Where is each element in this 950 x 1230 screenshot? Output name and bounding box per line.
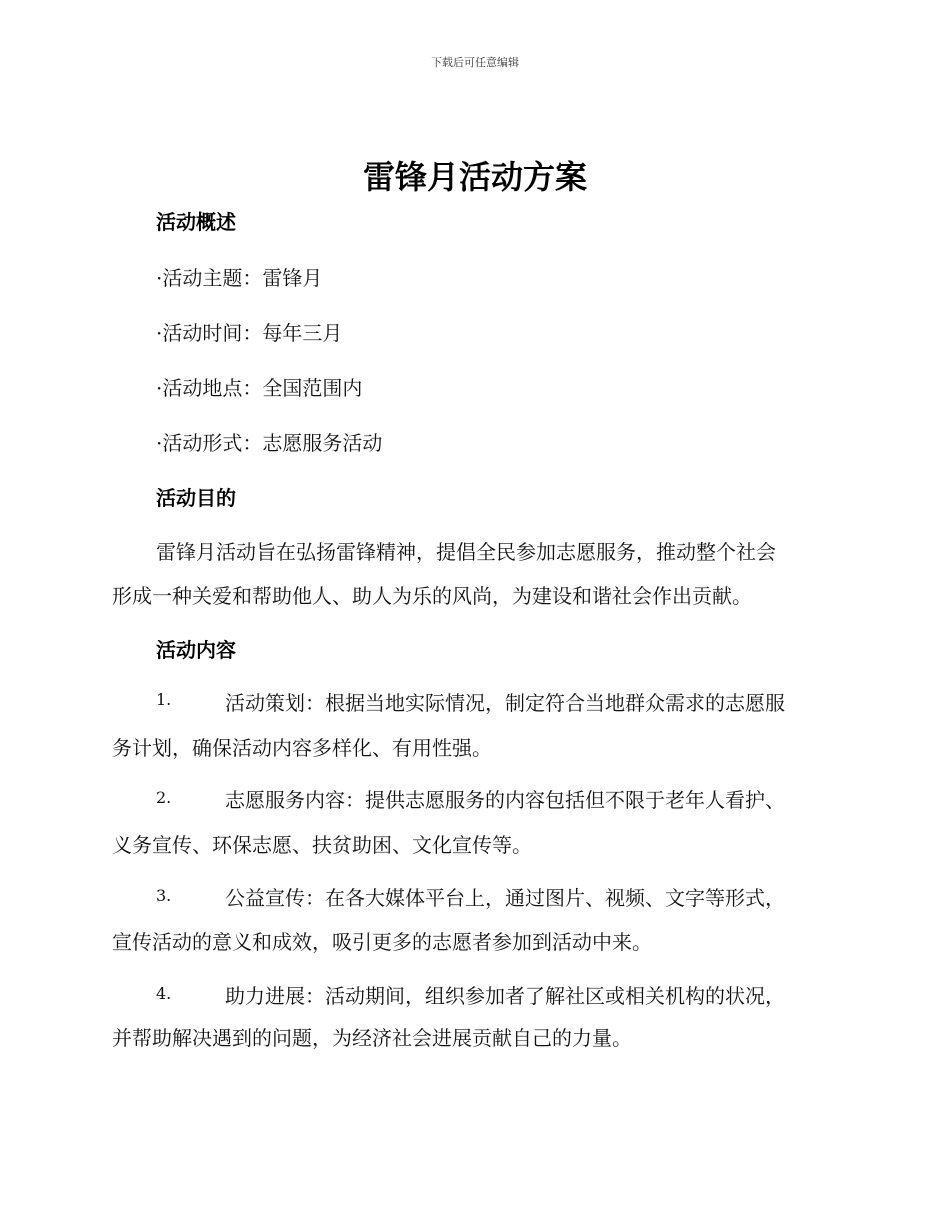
content-item-number: 3. bbox=[156, 886, 172, 905]
content-item-number: 4. bbox=[156, 984, 172, 1003]
section-heading-overview: 活动概述 bbox=[156, 210, 236, 234]
overview-item-location: ·活动地点：全国范围内 bbox=[156, 376, 363, 400]
document-title: 雷锋月活动方案 bbox=[362, 158, 587, 196]
content-item-2-line-1: 志愿服务内容：提供志愿服务的内容包括但不限于老年人看护、 bbox=[225, 788, 785, 812]
content-item-3-line-2: 宣传活动的意义和成效，吸引更多的志愿者参加到活动中来。 bbox=[112, 930, 652, 954]
purpose-paragraph-line-2: 形成一种关爱和帮助他人、助人为乐的风尚，为建设和谐社会作出贡献。 bbox=[112, 584, 752, 608]
content-item-3-line-1: 公益宣传：在各大媒体平台上，通过图片、视频、文字等形式， bbox=[225, 886, 785, 910]
purpose-paragraph-line-1: 雷锋月活动旨在弘扬雷锋精神，提倡全民参加志愿服务，推动整个社会 bbox=[156, 540, 776, 564]
content-item-4-line-2: 并帮助解决遇到的问题，为经济社会进展贡献自己的力量。 bbox=[112, 1026, 632, 1050]
content-item-1-line-1: 活动策划：根据当地实际情况，制定符合当地群众需求的志愿服 bbox=[225, 691, 785, 715]
header-note: 下载后可任意编辑 bbox=[431, 56, 519, 69]
content-item-number: 1. bbox=[156, 690, 172, 709]
content-item-1-line-2: 务计划，确保活动内容多样化、有用性强。 bbox=[112, 736, 492, 760]
content-item-4-line-1: 助力进展：活动期间，组织参加者了解社区或相关机构的状况， bbox=[225, 984, 785, 1008]
section-heading-content: 活动内容 bbox=[156, 638, 236, 662]
overview-item-time: ·活动时间：每年三月 bbox=[156, 321, 343, 345]
overview-item-format: ·活动形式：志愿服务活动 bbox=[156, 431, 383, 455]
content-item-number: 2. bbox=[156, 788, 172, 807]
content-item-2-line-2: 义务宣传、环保志愿、扶贫助困、文化宣传等。 bbox=[112, 833, 532, 857]
section-heading-purpose: 活动目的 bbox=[156, 486, 236, 510]
overview-item-theme: ·活动主题：雷锋月 bbox=[156, 266, 323, 290]
